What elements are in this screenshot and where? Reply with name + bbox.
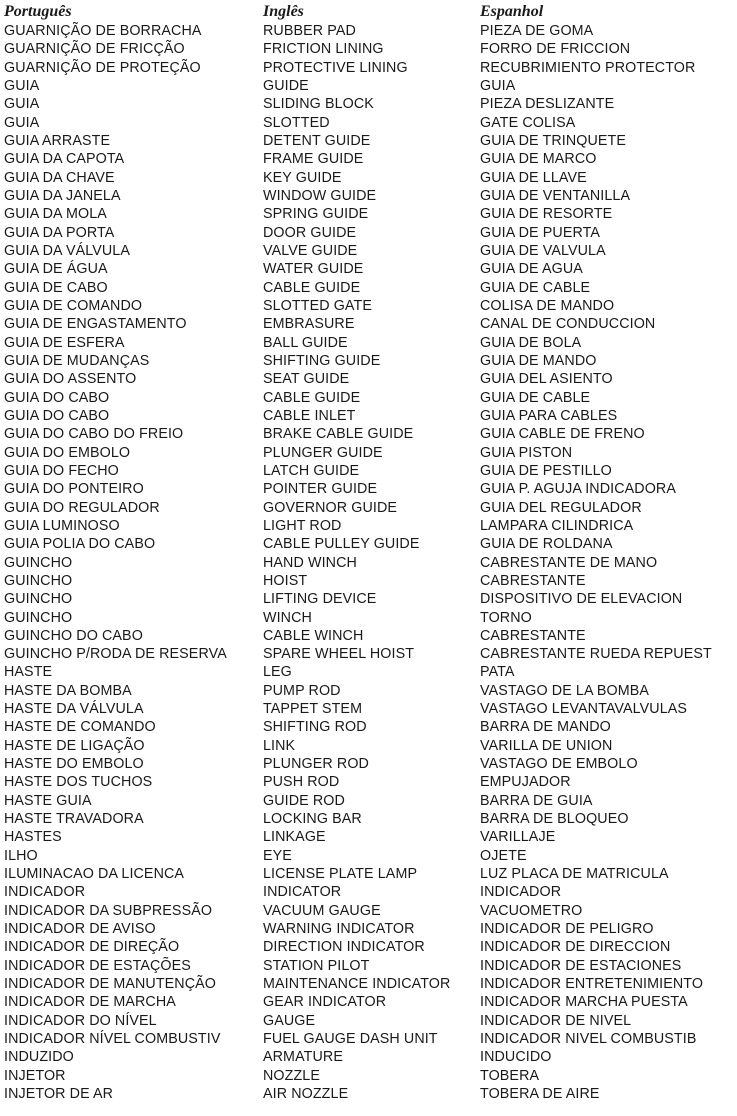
term-spanish: GUIA PISTON [480,444,573,461]
table-row [4,499,734,517]
term-english: LEG [263,664,292,681]
term-portuguese: GUIA DE CABO [4,279,108,296]
term-spanish: INDICADOR [480,884,562,901]
table-row [4,773,734,791]
term-spanish: DISPOSITIVO DE ELEVACION [480,591,683,608]
term-spanish: GUIA DE LLAVE [480,169,587,186]
term-english: CABLE GUIDE [263,389,361,406]
table-row [4,920,734,938]
table-row [4,22,734,40]
term-portuguese: GUINCHO P/RODA DE RESERVA [4,646,227,663]
term-english: DETENT GUIDE [263,132,371,149]
term-portuguese: GUIA [4,96,40,113]
term-english: ARMATURE [263,1049,343,1066]
term-english: GAUGE [263,1012,316,1029]
table-row [4,572,734,590]
term-spanish: PIEZA DESLIZANTE [480,96,615,113]
term-portuguese: GUIA DE ÁGUA [4,261,108,278]
term-spanish: GUIA DE VALVULA [480,242,606,259]
table-row [4,792,734,810]
term-english: CABLE WINCH [263,627,364,644]
term-spanish: GUIA DE TRINQUETE [480,132,627,149]
term-portuguese: GUIA DE MUDANÇAS [4,352,150,369]
table-row [4,938,734,956]
term-spanish: BARRA DE MANDO [480,719,611,736]
term-english: LINK [263,737,296,754]
term-portuguese: GUIA DO ASSENTO [4,371,137,388]
term-spanish: BARRA DE BLOQUEO [480,811,629,828]
term-english: EMBRASURE [263,316,355,333]
term-spanish: GUIA DE ROLDANA [480,536,613,553]
table-row [4,993,734,1011]
table-row [4,389,734,407]
term-spanish: VASTAGO LEVANTAVALVULAS [480,701,688,718]
term-portuguese: ILUMINACAO DA LICENCA [4,866,185,883]
term-spanish: COLISA DE MANDO [480,297,615,314]
term-portuguese: GUIA DA CHAVE [4,169,115,186]
term-spanish: GUIA DE RESORTE [480,206,613,223]
term-english: CABLE INLET [263,407,356,424]
table-row [4,462,734,480]
term-spanish: CABRESTANTE RUEDA REPUEST [480,646,712,663]
term-spanish: TOBERA DE AIRE [480,1086,600,1103]
table-row [4,370,734,388]
table-row [4,59,734,77]
term-english: SHIFTING GUIDE [263,352,381,369]
term-portuguese: HASTE DA VÁLVULA [4,701,144,718]
term-spanish: INDICADOR MARCHA PUESTA [480,994,688,1011]
header-english: Inglês [263,3,304,20]
term-english: FUEL GAUGE DASH UNIT [263,1031,438,1048]
term-portuguese: INDICADOR [4,884,86,901]
term-english: WINCH [263,609,312,626]
table-row [4,1012,734,1030]
term-spanish: GUIA DE VENTANILLA [480,187,631,204]
term-spanish: CABRESTANTE [480,627,586,644]
term-portuguese: GUIA [4,77,40,94]
term-english: PUMP ROD [263,682,341,699]
term-english: DIRECTION INDICATOR [263,939,425,956]
term-spanish: FORRO DE FRICCION [480,41,631,58]
term-spanish: VASTAGO DE LA BOMBA [480,682,650,699]
term-portuguese: GUIA DO EMBOLO [4,444,131,461]
term-english: BRAKE CABLE GUIDE [263,426,414,443]
table-row [4,40,734,58]
term-portuguese: GUIA DE ESFERA [4,334,125,351]
term-portuguese: INDICADOR DE MARCHA [4,994,176,1011]
term-portuguese: HASTE [4,664,53,681]
term-english: PROTECTIVE LINING [263,59,408,76]
term-spanish: GUIA DE CABLE [480,279,591,296]
term-english: LIGHT ROD [263,517,342,534]
term-english: NOZZLE [263,1067,320,1084]
table-row [4,132,734,150]
table-row [4,682,734,700]
term-spanish: GUIA DE BOLA [480,334,582,351]
term-spanish: GUIA CABLE DE FRENO [480,426,645,443]
table-row [4,609,734,627]
table-row [4,480,734,498]
term-english: GUIDE ROD [263,792,345,809]
term-portuguese: INDICADOR DO NÍVEL [4,1012,157,1029]
term-portuguese: GUIA DO CABO DO FREIO [4,426,184,443]
term-portuguese: GUIA DO FECHO [4,462,119,479]
term-portuguese: GUINCHO [4,591,73,608]
term-spanish: GATE COLISA [480,114,576,131]
term-english: SLOTTED GATE [263,297,372,314]
term-english: RUBBER PAD [263,23,356,39]
term-portuguese: INDICADOR NÍVEL COMBUSTIV [4,1031,221,1048]
term-portuguese: HASTE DE LIGAÇÃO [4,737,145,754]
table-row [4,352,734,370]
term-portuguese: GUIA [4,114,40,131]
term-english: CABLE PULLEY GUIDE [263,536,420,553]
term-english: WINDOW GUIDE [263,187,377,204]
term-portuguese: GUARNIÇÃO DE BORRACHA [4,23,202,39]
term-portuguese: GUIA DE ENGASTAMENTO [4,316,187,333]
term-english: WARNING INDICATOR [263,921,415,938]
table-row [4,627,734,645]
header-row [4,2,734,22]
term-english: GOVERNOR GUIDE [263,499,398,516]
term-spanish: GUIA DEL REGULADOR [480,499,642,516]
term-spanish: INDICADOR DE DIRECCION [480,939,671,956]
term-english: EYE [263,847,292,864]
table-row [4,718,734,736]
term-spanish: GUIA DE PESTILLO [480,462,612,479]
term-english: WATER GUIDE [263,261,364,278]
term-portuguese: GUIA DO REGULADOR [4,499,160,516]
term-portuguese: INDICADOR DE AVISO [4,921,156,938]
term-spanish: GUIA PARA CABLES [480,407,618,424]
term-english: AIR NOZZLE [263,1086,349,1103]
term-portuguese: HASTE TRAVADORA [4,811,144,828]
term-spanish: CABRESTANTE [480,572,586,589]
term-english: SLIDING BLOCK [263,96,374,113]
term-spanish: INDICADOR NIVEL COMBUSTIB [480,1031,697,1048]
term-spanish: TORNO [480,609,532,626]
term-english: PLUNGER ROD [263,756,369,773]
term-portuguese: GUIA DE COMANDO [4,297,143,314]
table-row [4,169,734,187]
term-spanish: GUIA DE PUERTA [480,224,601,241]
term-portuguese: GUIA DA VÁLVULA [4,242,130,259]
table-row [4,444,734,462]
table-row [4,150,734,168]
term-portuguese: HASTE DOS TUCHOS [4,774,153,791]
glossary-rows [4,22,734,1103]
term-portuguese: GUIA DA CAPOTA [4,151,125,168]
term-spanish: EMPUJADOR [480,774,571,791]
table-row [4,315,734,333]
table-row [4,187,734,205]
term-english: FRICTION LINING [263,41,384,58]
term-spanish: INDICADOR DE PELIGRO [480,921,654,938]
table-row [4,517,734,535]
term-spanish: INDICADOR DE NIVEL [480,1012,632,1029]
table-row [4,902,734,920]
term-portuguese: GUARNIÇÃO DE PROTEÇÃO [4,59,201,76]
table-row [4,425,734,443]
header-spanish: Espanhol [480,3,544,20]
table-row [4,1085,734,1103]
term-english: FRAME GUIDE [263,151,364,168]
term-english: BALL GUIDE [263,334,348,351]
term-portuguese: GUINCHO [4,554,73,571]
term-english: SPRING GUIDE [263,206,369,223]
term-portuguese: HASTE GUIA [4,792,92,809]
term-portuguese: GUIA POLIA DO CABO [4,536,156,553]
term-spanish: VACUOMETRO [480,902,583,919]
term-spanish: VASTAGO DE EMBOLO [480,756,638,773]
term-english: LIFTING DEVICE [263,591,377,608]
table-row [4,1030,734,1048]
table-row [4,700,734,718]
term-spanish: OJETE [480,847,527,864]
table-row [4,242,734,260]
term-spanish: INDICADOR DE ESTACIONES [480,957,682,974]
term-english: LATCH GUIDE [263,462,360,479]
table-row [4,645,734,663]
term-spanish: GUIA DE MANDO [480,352,597,369]
table-row [4,260,734,278]
term-portuguese: INJETOR DE AR [4,1086,114,1103]
term-portuguese: HASTE DE COMANDO [4,719,156,736]
term-english: SPARE WHEEL HOIST [263,646,415,663]
table-row [4,205,734,223]
table-row [4,77,734,95]
term-spanish: GUIA DE AGUA [480,261,583,278]
term-english: HOIST [263,572,308,589]
term-spanish: PATA [480,664,515,681]
table-row [4,663,734,681]
term-spanish: INDICADOR ENTRETENIMIENTO [480,976,704,993]
term-portuguese: INJETOR [4,1067,66,1084]
table-row [4,407,734,425]
term-portuguese: GUIA DA MOLA [4,206,107,223]
term-spanish: VARILLA DE UNION [480,737,613,754]
term-portuguese: ILHO [4,847,38,864]
term-english: SEAT GUIDE [263,371,350,388]
term-english: HAND WINCH [263,554,357,571]
table-row [4,224,734,242]
table-row [4,755,734,773]
term-english: INDICATOR [263,884,342,901]
table-row [4,1048,734,1066]
table-row [4,828,734,846]
term-portuguese: GUIA DA PORTA [4,224,115,241]
term-portuguese: GUINCHO [4,572,73,589]
term-spanish: TOBERA [480,1067,540,1084]
term-spanish: PIEZA DE GOMA [480,23,594,39]
table-row [4,535,734,553]
term-english: LOCKING BAR [263,811,362,828]
term-portuguese: GUIA ARRASTE [4,132,111,149]
term-spanish: CABRESTANTE DE MANO [480,554,658,571]
table-row [4,883,734,901]
term-english: PUSH ROD [263,774,340,791]
term-spanish: GUIA P. AGUJA INDICADORA [480,481,676,498]
term-spanish: GUIA DE MARCO [480,151,597,168]
header-portuguese: Português [4,3,72,20]
table-row [4,279,734,297]
term-english: VACUUM GAUGE [263,902,381,919]
term-portuguese: HASTE DO EMBOLO [4,756,144,773]
term-spanish: CANAL DE CONDUCCION [480,316,656,333]
term-portuguese: INDICADOR DE MANUTENÇÃO [4,976,216,993]
term-english: POINTER GUIDE [263,481,378,498]
term-portuguese: GUIA DO CABO [4,389,110,406]
term-english: GEAR INDICATOR [263,994,387,1011]
term-portuguese: GUIA DA JANELA [4,187,121,204]
table-row [4,297,734,315]
table-row [4,810,734,828]
term-english: CABLE GUIDE [263,279,361,296]
table-row [4,1067,734,1085]
term-portuguese: GUIA DO PONTEIRO [4,481,144,498]
glossary-table [4,2,734,1103]
term-portuguese: INDICADOR DE DIREÇÃO [4,939,180,956]
table-row [4,975,734,993]
term-portuguese: INDICADOR DE ESTAÇÕES [4,957,191,974]
term-portuguese: GUINCHO [4,609,73,626]
table-row [4,865,734,883]
term-english: LINKAGE [263,829,326,846]
term-spanish: LUZ PLACA DE MATRICULA [480,866,669,883]
term-english: PLUNGER GUIDE [263,444,383,461]
term-spanish: BARRA DE GUIA [480,792,593,809]
term-spanish: GUIA [480,77,516,94]
term-portuguese: GUIA LUMINOSO [4,517,120,534]
term-portuguese: GUINCHO DO CABO [4,627,143,644]
term-english: SLOTTED [263,114,330,131]
term-english: LICENSE PLATE LAMP [263,866,418,883]
term-portuguese: HASTES [4,829,62,846]
term-portuguese: INDICADOR DA SUBPRESSÃO [4,902,213,919]
term-spanish: GUIA DE CABLE [480,389,591,406]
term-english: KEY GUIDE [263,169,342,186]
term-spanish: LAMPARA CILINDRICA [480,517,634,534]
term-spanish: INDUCIDO [480,1049,552,1066]
term-english: TAPPET STEM [263,701,363,718]
term-spanish: GUIA DEL ASIENTO [480,371,613,388]
term-english: SHIFTING ROD [263,719,367,736]
table-row [4,957,734,975]
term-portuguese: HASTE DA BOMBA [4,682,132,699]
term-english: DOOR GUIDE [263,224,357,241]
term-english: VALVE GUIDE [263,242,358,259]
table-row [4,334,734,352]
table-row [4,554,734,572]
term-portuguese: GUIA DO CABO [4,407,110,424]
table-row [4,590,734,608]
term-english: STATION PILOT [263,957,370,974]
term-spanish: VARILLAJE [480,829,556,846]
term-english: MAINTENANCE INDICATOR [263,976,451,993]
term-portuguese: INDUZIDO [4,1049,74,1066]
term-english: GUIDE [263,77,309,94]
table-row [4,114,734,132]
table-row [4,737,734,755]
term-spanish: RECUBRIMIENTO PROTECTOR [480,59,696,76]
term-portuguese: GUARNIÇÃO DE FRICÇÃO [4,41,185,58]
table-row [4,847,734,865]
table-row [4,95,734,113]
